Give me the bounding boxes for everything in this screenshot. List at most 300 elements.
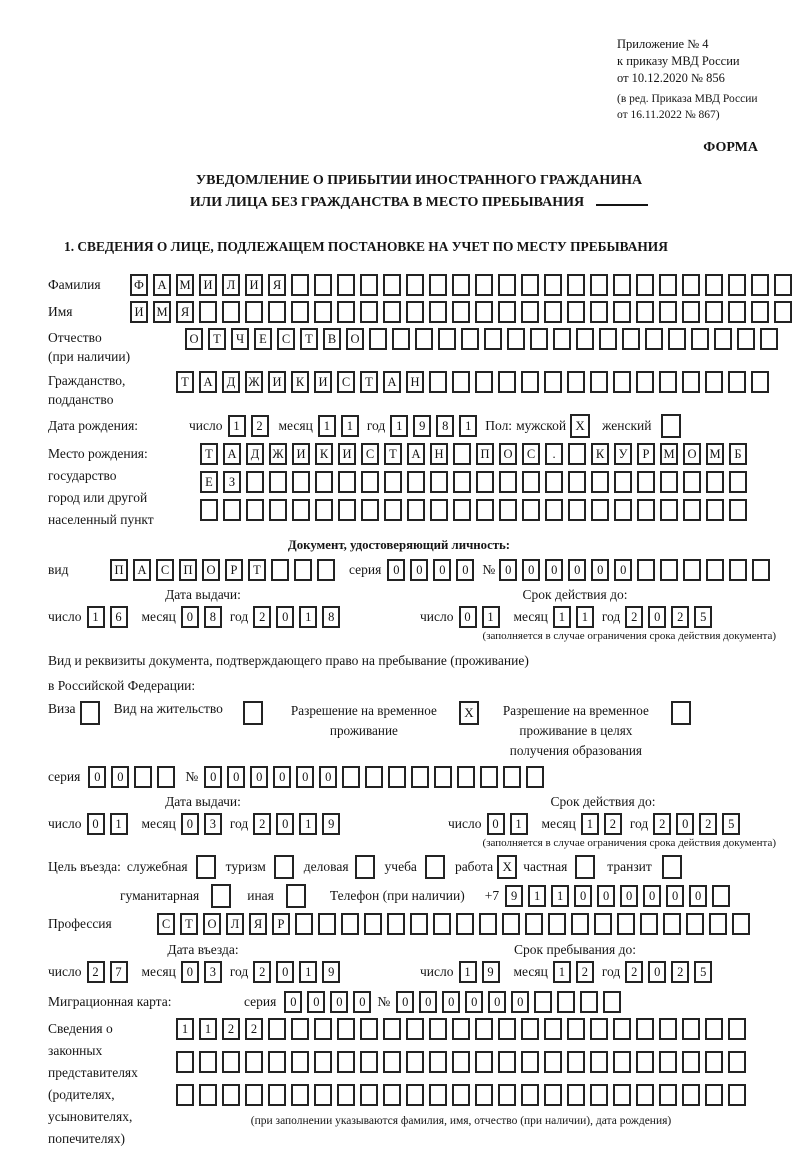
char-cell[interactable]: [245, 1051, 263, 1073]
char-cell[interactable]: [498, 1084, 516, 1106]
char-cell[interactable]: [314, 1084, 332, 1106]
char-cell[interactable]: Д: [246, 443, 264, 465]
char-cell[interactable]: [199, 1084, 217, 1106]
char-cell[interactable]: [525, 913, 543, 935]
char-cell[interactable]: [429, 274, 447, 296]
char-cell[interactable]: [245, 301, 263, 323]
char-cell[interactable]: Б: [729, 443, 747, 465]
char-cell[interactable]: [475, 1084, 493, 1106]
char-cell[interactable]: 0: [181, 813, 199, 835]
char-cell[interactable]: 1: [228, 415, 246, 437]
char-cell[interactable]: 2: [625, 961, 643, 983]
char-cell[interactable]: [498, 371, 516, 393]
char-cell[interactable]: [521, 1084, 539, 1106]
char-cell[interactable]: [315, 471, 333, 493]
char-cell[interactable]: О: [203, 913, 221, 935]
char-cell[interactable]: 0: [488, 991, 506, 1013]
char-cell[interactable]: [337, 1018, 355, 1040]
char-cell[interactable]: [705, 1051, 723, 1073]
char-cell[interactable]: 0: [465, 991, 483, 1013]
char-cell[interactable]: [663, 913, 681, 935]
char-cell[interactable]: Е: [200, 471, 218, 493]
char-cell[interactable]: 0: [353, 991, 371, 1013]
char-cell[interactable]: [337, 1084, 355, 1106]
char-cell[interactable]: 2: [653, 813, 671, 835]
char-cell[interactable]: [269, 499, 287, 521]
char-cell[interactable]: [430, 471, 448, 493]
char-cell[interactable]: И: [268, 371, 286, 393]
char-cell[interactable]: [318, 913, 336, 935]
char-cell[interactable]: 5: [694, 606, 712, 628]
char-cell[interactable]: 1: [341, 415, 359, 437]
char-cell[interactable]: [590, 1018, 608, 1040]
char-cell[interactable]: [544, 1084, 562, 1106]
char-cell[interactable]: 2: [253, 813, 271, 835]
char-cell[interactable]: [544, 1051, 562, 1073]
char-cell[interactable]: [411, 766, 429, 788]
char-cell[interactable]: Л: [222, 274, 240, 296]
char-cell[interactable]: [456, 913, 474, 935]
char-cell[interactable]: И: [338, 443, 356, 465]
char-cell[interactable]: С: [337, 371, 355, 393]
char-cell[interactable]: [557, 991, 575, 1013]
char-cell[interactable]: С: [361, 443, 379, 465]
char-cell[interactable]: [291, 1018, 309, 1040]
char-cell[interactable]: [544, 274, 562, 296]
char-cell[interactable]: [613, 1051, 631, 1073]
char-cell[interactable]: [480, 766, 498, 788]
char-cell[interactable]: 0: [459, 606, 477, 628]
char-cell[interactable]: [659, 301, 677, 323]
char-cell[interactable]: [499, 471, 517, 493]
char-cell[interactable]: [522, 499, 540, 521]
char-cell[interactable]: [521, 1051, 539, 1073]
char-cell[interactable]: 0: [204, 766, 222, 788]
char-cell[interactable]: [659, 371, 677, 393]
char-cell[interactable]: [246, 499, 264, 521]
char-cell[interactable]: М: [706, 443, 724, 465]
purpose-study-checkbox[interactable]: [425, 855, 445, 879]
char-cell[interactable]: [429, 371, 447, 393]
char-cell[interactable]: [603, 991, 621, 1013]
char-cell[interactable]: [434, 766, 452, 788]
char-cell[interactable]: 0: [648, 606, 666, 628]
char-cell[interactable]: [774, 301, 792, 323]
char-cell[interactable]: [507, 328, 525, 350]
char-cell[interactable]: [521, 274, 539, 296]
char-cell[interactable]: [294, 559, 312, 581]
char-cell[interactable]: [383, 1051, 401, 1073]
char-cell[interactable]: [545, 499, 563, 521]
char-cell[interactable]: 8: [322, 606, 340, 628]
char-cell[interactable]: Т: [180, 913, 198, 935]
char-cell[interactable]: [599, 328, 617, 350]
char-cell[interactable]: К: [291, 371, 309, 393]
char-cell[interactable]: 1: [581, 813, 599, 835]
char-cell[interactable]: [729, 559, 747, 581]
char-cell[interactable]: [682, 1051, 700, 1073]
char-cell[interactable]: [706, 499, 724, 521]
char-cell[interactable]: 1: [299, 813, 317, 835]
char-cell[interactable]: Д: [222, 371, 240, 393]
char-cell[interactable]: 0: [591, 559, 609, 581]
char-cell[interactable]: 2: [253, 961, 271, 983]
char-cell[interactable]: [338, 471, 356, 493]
char-cell[interactable]: С: [277, 328, 295, 350]
char-cell[interactable]: [580, 991, 598, 1013]
char-cell[interactable]: [732, 913, 750, 935]
char-cell[interactable]: И: [292, 443, 310, 465]
char-cell[interactable]: 0: [574, 885, 592, 907]
char-cell[interactable]: 0: [276, 606, 294, 628]
char-cell[interactable]: [342, 766, 360, 788]
char-cell[interactable]: [269, 471, 287, 493]
char-cell[interactable]: [760, 328, 778, 350]
char-cell[interactable]: П: [179, 559, 197, 581]
char-cell[interactable]: 0: [88, 766, 106, 788]
char-cell[interactable]: [360, 1018, 378, 1040]
char-cell[interactable]: 0: [456, 559, 474, 581]
char-cell[interactable]: [387, 913, 405, 935]
char-cell[interactable]: [291, 1051, 309, 1073]
char-cell[interactable]: [407, 499, 425, 521]
char-cell[interactable]: [548, 913, 566, 935]
char-cell[interactable]: [406, 274, 424, 296]
char-cell[interactable]: 1: [199, 1018, 217, 1040]
char-cell[interactable]: [752, 559, 770, 581]
char-cell[interactable]: [383, 1084, 401, 1106]
char-cell[interactable]: [222, 1084, 240, 1106]
char-cell[interactable]: 1: [551, 885, 569, 907]
char-cell[interactable]: [457, 766, 475, 788]
char-cell[interactable]: [461, 328, 479, 350]
char-cell[interactable]: [691, 328, 709, 350]
char-cell[interactable]: [617, 913, 635, 935]
char-cell[interactable]: 2: [625, 606, 643, 628]
char-cell[interactable]: [729, 471, 747, 493]
char-cell[interactable]: [176, 1084, 194, 1106]
char-cell[interactable]: 0: [545, 559, 563, 581]
char-cell[interactable]: Т: [248, 559, 266, 581]
char-cell[interactable]: 0: [396, 991, 414, 1013]
char-cell[interactable]: [683, 559, 701, 581]
char-cell[interactable]: 0: [319, 766, 337, 788]
char-cell[interactable]: 0: [273, 766, 291, 788]
char-cell[interactable]: [636, 371, 654, 393]
char-cell[interactable]: [452, 1018, 470, 1040]
char-cell[interactable]: [728, 1018, 746, 1040]
char-cell[interactable]: [475, 301, 493, 323]
char-cell[interactable]: [567, 274, 585, 296]
char-cell[interactable]: Н: [406, 371, 424, 393]
char-cell[interactable]: [360, 274, 378, 296]
char-cell[interactable]: [728, 371, 746, 393]
char-cell[interactable]: 0: [181, 961, 199, 983]
char-cell[interactable]: 0: [284, 991, 302, 1013]
char-cell[interactable]: [728, 1051, 746, 1073]
char-cell[interactable]: [668, 328, 686, 350]
char-cell[interactable]: 3: [204, 813, 222, 835]
char-cell[interactable]: 0: [330, 991, 348, 1013]
char-cell[interactable]: [200, 499, 218, 521]
char-cell[interactable]: [291, 274, 309, 296]
char-cell[interactable]: [682, 371, 700, 393]
char-cell[interactable]: [728, 301, 746, 323]
char-cell[interactable]: 0: [511, 991, 529, 1013]
char-cell[interactable]: [292, 471, 310, 493]
char-cell[interactable]: О: [683, 443, 701, 465]
char-cell[interactable]: 1: [299, 606, 317, 628]
char-cell[interactable]: [712, 885, 730, 907]
char-cell[interactable]: [503, 766, 521, 788]
char-cell[interactable]: [291, 301, 309, 323]
char-cell[interactable]: М: [153, 301, 171, 323]
char-cell[interactable]: А: [133, 559, 151, 581]
char-cell[interactable]: [291, 1084, 309, 1106]
char-cell[interactable]: [590, 1084, 608, 1106]
char-cell[interactable]: [498, 1051, 516, 1073]
char-cell[interactable]: А: [223, 443, 241, 465]
char-cell[interactable]: [360, 301, 378, 323]
char-cell[interactable]: [361, 499, 379, 521]
char-cell[interactable]: [429, 301, 447, 323]
char-cell[interactable]: [774, 274, 792, 296]
char-cell[interactable]: [526, 766, 544, 788]
char-cell[interactable]: 9: [413, 415, 431, 437]
char-cell[interactable]: Р: [272, 913, 290, 935]
char-cell[interactable]: [522, 471, 540, 493]
char-cell[interactable]: 1: [87, 606, 105, 628]
char-cell[interactable]: 0: [250, 766, 268, 788]
char-cell[interactable]: [383, 301, 401, 323]
char-cell[interactable]: А: [407, 443, 425, 465]
char-cell[interactable]: [659, 1051, 677, 1073]
char-cell[interactable]: [407, 471, 425, 493]
char-cell[interactable]: [134, 766, 152, 788]
char-cell[interactable]: 3: [204, 961, 222, 983]
char-cell[interactable]: Я: [176, 301, 194, 323]
char-cell[interactable]: 0: [620, 885, 638, 907]
char-cell[interactable]: 2: [251, 415, 269, 437]
char-cell[interactable]: 0: [181, 606, 199, 628]
char-cell[interactable]: 2: [245, 1018, 263, 1040]
char-cell[interactable]: [360, 1051, 378, 1073]
char-cell[interactable]: [383, 1018, 401, 1040]
char-cell[interactable]: [365, 766, 383, 788]
char-cell[interactable]: [544, 371, 562, 393]
char-cell[interactable]: [199, 301, 217, 323]
char-cell[interactable]: [410, 913, 428, 935]
char-cell[interactable]: [706, 559, 724, 581]
char-cell[interactable]: 9: [322, 813, 340, 835]
char-cell[interactable]: О: [346, 328, 364, 350]
char-cell[interactable]: [590, 371, 608, 393]
char-cell[interactable]: [614, 499, 632, 521]
char-cell[interactable]: [268, 1084, 286, 1106]
char-cell[interactable]: 1: [553, 961, 571, 983]
char-cell[interactable]: И: [130, 301, 148, 323]
char-cell[interactable]: [637, 559, 655, 581]
char-cell[interactable]: [636, 1084, 654, 1106]
char-cell[interactable]: [453, 471, 471, 493]
char-cell[interactable]: 1: [318, 415, 336, 437]
char-cell[interactable]: [223, 499, 241, 521]
char-cell[interactable]: [751, 371, 769, 393]
char-cell[interactable]: [406, 301, 424, 323]
char-cell[interactable]: [499, 499, 517, 521]
char-cell[interactable]: [268, 1051, 286, 1073]
char-cell[interactable]: [683, 471, 701, 493]
char-cell[interactable]: 0: [276, 813, 294, 835]
char-cell[interactable]: П: [110, 559, 128, 581]
char-cell[interactable]: 1: [299, 961, 317, 983]
purpose-humanitarian-checkbox[interactable]: [211, 884, 231, 908]
char-cell[interactable]: [545, 471, 563, 493]
char-cell[interactable]: 0: [419, 991, 437, 1013]
char-cell[interactable]: 2: [253, 606, 271, 628]
char-cell[interactable]: 0: [410, 559, 428, 581]
char-cell[interactable]: 0: [666, 885, 684, 907]
char-cell[interactable]: [553, 328, 571, 350]
char-cell[interactable]: [636, 274, 654, 296]
char-cell[interactable]: [338, 499, 356, 521]
char-cell[interactable]: [268, 1018, 286, 1040]
char-cell[interactable]: [534, 991, 552, 1013]
char-cell[interactable]: [576, 328, 594, 350]
char-cell[interactable]: [728, 274, 746, 296]
char-cell[interactable]: 2: [671, 606, 689, 628]
char-cell[interactable]: [737, 328, 755, 350]
char-cell[interactable]: Р: [637, 443, 655, 465]
char-cell[interactable]: И: [199, 274, 217, 296]
char-cell[interactable]: [567, 1084, 585, 1106]
char-cell[interactable]: [452, 371, 470, 393]
char-cell[interactable]: .: [545, 443, 563, 465]
char-cell[interactable]: [567, 1051, 585, 1073]
char-cell[interactable]: 1: [390, 415, 408, 437]
char-cell[interactable]: [337, 274, 355, 296]
char-cell[interactable]: Ч: [231, 328, 249, 350]
char-cell[interactable]: [430, 499, 448, 521]
char-cell[interactable]: [636, 1018, 654, 1040]
char-cell[interactable]: [590, 301, 608, 323]
char-cell[interactable]: [660, 471, 678, 493]
temp-permit-edu-checkbox[interactable]: [671, 701, 691, 725]
char-cell[interactable]: [590, 1051, 608, 1073]
char-cell[interactable]: [484, 328, 502, 350]
char-cell[interactable]: 5: [694, 961, 712, 983]
char-cell[interactable]: [498, 274, 516, 296]
char-cell[interactable]: [475, 371, 493, 393]
char-cell[interactable]: 0: [648, 961, 666, 983]
char-cell[interactable]: [498, 301, 516, 323]
char-cell[interactable]: [429, 1051, 447, 1073]
char-cell[interactable]: [659, 274, 677, 296]
char-cell[interactable]: У: [614, 443, 632, 465]
char-cell[interactable]: [157, 766, 175, 788]
char-cell[interactable]: И: [314, 371, 332, 393]
char-cell[interactable]: [384, 471, 402, 493]
char-cell[interactable]: [705, 1084, 723, 1106]
purpose-work-checkbox[interactable]: X: [497, 855, 517, 879]
char-cell[interactable]: Е: [254, 328, 272, 350]
char-cell[interactable]: [433, 913, 451, 935]
char-cell[interactable]: [640, 913, 658, 935]
char-cell[interactable]: [429, 1018, 447, 1040]
char-cell[interactable]: [369, 328, 387, 350]
char-cell[interactable]: 6: [110, 606, 128, 628]
char-cell[interactable]: 0: [689, 885, 707, 907]
char-cell[interactable]: [406, 1018, 424, 1040]
char-cell[interactable]: [660, 559, 678, 581]
char-cell[interactable]: 2: [699, 813, 717, 835]
char-cell[interactable]: 0: [676, 813, 694, 835]
char-cell[interactable]: [314, 1018, 332, 1040]
char-cell[interactable]: М: [660, 443, 678, 465]
char-cell[interactable]: [682, 1084, 700, 1106]
temp-permit-checkbox[interactable]: X: [459, 701, 479, 725]
char-cell[interactable]: [383, 274, 401, 296]
char-cell[interactable]: А: [153, 274, 171, 296]
char-cell[interactable]: 0: [227, 766, 245, 788]
char-cell[interactable]: [636, 1051, 654, 1073]
purpose-other-checkbox[interactable]: [286, 884, 306, 908]
char-cell[interactable]: [567, 301, 585, 323]
char-cell[interactable]: [645, 328, 663, 350]
char-cell[interactable]: С: [157, 913, 175, 935]
char-cell[interactable]: 1: [510, 813, 528, 835]
char-cell[interactable]: О: [499, 443, 517, 465]
char-cell[interactable]: [453, 443, 471, 465]
purpose-tourism-checkbox[interactable]: [274, 855, 294, 879]
char-cell[interactable]: В: [323, 328, 341, 350]
char-cell[interactable]: [452, 1051, 470, 1073]
purpose-business-checkbox[interactable]: [355, 855, 375, 879]
purpose-private-checkbox[interactable]: [575, 855, 595, 879]
char-cell[interactable]: 1: [176, 1018, 194, 1040]
char-cell[interactable]: [544, 1018, 562, 1040]
char-cell[interactable]: [337, 301, 355, 323]
char-cell[interactable]: [314, 301, 332, 323]
char-cell[interactable]: 0: [499, 559, 517, 581]
char-cell[interactable]: [567, 371, 585, 393]
char-cell[interactable]: [613, 301, 631, 323]
char-cell[interactable]: [659, 1018, 677, 1040]
char-cell[interactable]: 9: [505, 885, 523, 907]
char-cell[interactable]: 0: [442, 991, 460, 1013]
char-cell[interactable]: 0: [597, 885, 615, 907]
char-cell[interactable]: О: [185, 328, 203, 350]
char-cell[interactable]: К: [591, 443, 609, 465]
char-cell[interactable]: 0: [643, 885, 661, 907]
char-cell[interactable]: [683, 499, 701, 521]
char-cell[interactable]: 0: [387, 559, 405, 581]
purpose-official-checkbox[interactable]: [196, 855, 216, 879]
char-cell[interactable]: 9: [322, 961, 340, 983]
purpose-transit-checkbox[interactable]: [662, 855, 682, 879]
char-cell[interactable]: 1: [459, 961, 477, 983]
char-cell[interactable]: С: [156, 559, 174, 581]
char-cell[interactable]: [271, 559, 289, 581]
sex-male-checkbox[interactable]: X: [570, 414, 590, 438]
char-cell[interactable]: [637, 471, 655, 493]
char-cell[interactable]: [452, 301, 470, 323]
char-cell[interactable]: [361, 471, 379, 493]
char-cell[interactable]: [222, 301, 240, 323]
char-cell[interactable]: [246, 471, 264, 493]
char-cell[interactable]: 1: [459, 415, 477, 437]
char-cell[interactable]: Ж: [245, 371, 263, 393]
